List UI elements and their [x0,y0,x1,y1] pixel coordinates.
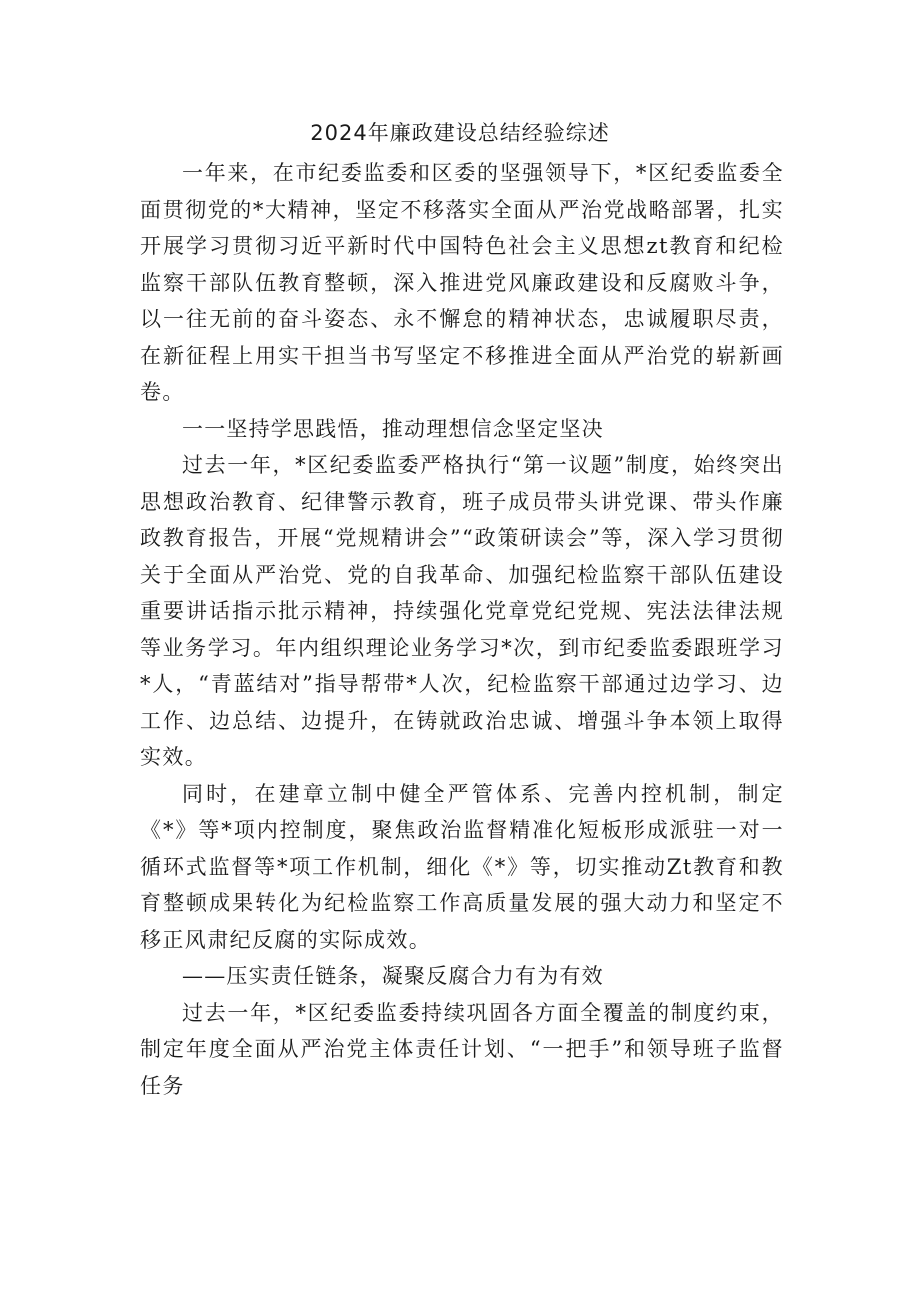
document-title: 2024年廉政建设总结经验综述 [310,121,610,145]
paragraph-system: 同时，在建章立制中健全严管体系、完善内控机制，制定《*》等*项内控制度，聚焦政治监督精准化短板形成派驻一对一循环式监督等*项工作机制，细化《*》等，切实推动Zt教育和教育整顿成果转化为纪检监察工作高质量发展的强大动力和坚定不移正风肃纪反腐的实际成效。 [140,781,784,952]
section-heading-1: 一一坚持学思践悟，推动理想信念坚定坚决 [182,416,604,441]
paragraph-responsibility: 过去一年，*区纪委监委持续巩固各方面全覆盖的制度约束，制定年度全面从严治党主体责任计划、“一把手”和领导班子监督任务 [140,1000,784,1098]
paragraph-study: 过去一年，*区纪委监委严格执行“第一议题”制度，始终突出思想政治教育、纪律警示教育，班子成员带头讲党课、带头作廉政教育报告，开展“党规精讲会”“政策研读会”等，深入学习贯彻关于全面从严治党、党的自我革命、加强纪检监察干部队伍建设重要讲话指示批示精神，持续强化党章党纪党规、宪法法律法规等业务学习。年内组织理论业务学习*次，到市纪委监委跟班学习*人，“青蓝结对”指导帮带*人次，纪检监察干部通过边学习、边工作、边总结、边提升，在铸就政治忠诚、增强斗争本领上取得实效。 [140,453,784,769]
section-heading-2: ——压实责任链条，凝聚反腐合力有为有效 [182,964,604,988]
paragraph-intro: 一年来，在市纪委监委和区委的坚强领导下，*区纪委监委全面贯彻党的*大精神，坚定不移落实全面从严治党战略部署，扎实开展学习贯彻习近平新时代中国特色社会主义思想zt教育和纪检监察干部队伍教育整顿，深入推进党风廉政建设和反腐败斗争，以一往无前的奋斗姿态、永不懈怠的精神状态，忠诚履职尽责，在新征程上用实干担当书写坚定不移推进全面从严治党的崭新画卷。 [140,161,784,404]
document-body [140,155,784,1104]
